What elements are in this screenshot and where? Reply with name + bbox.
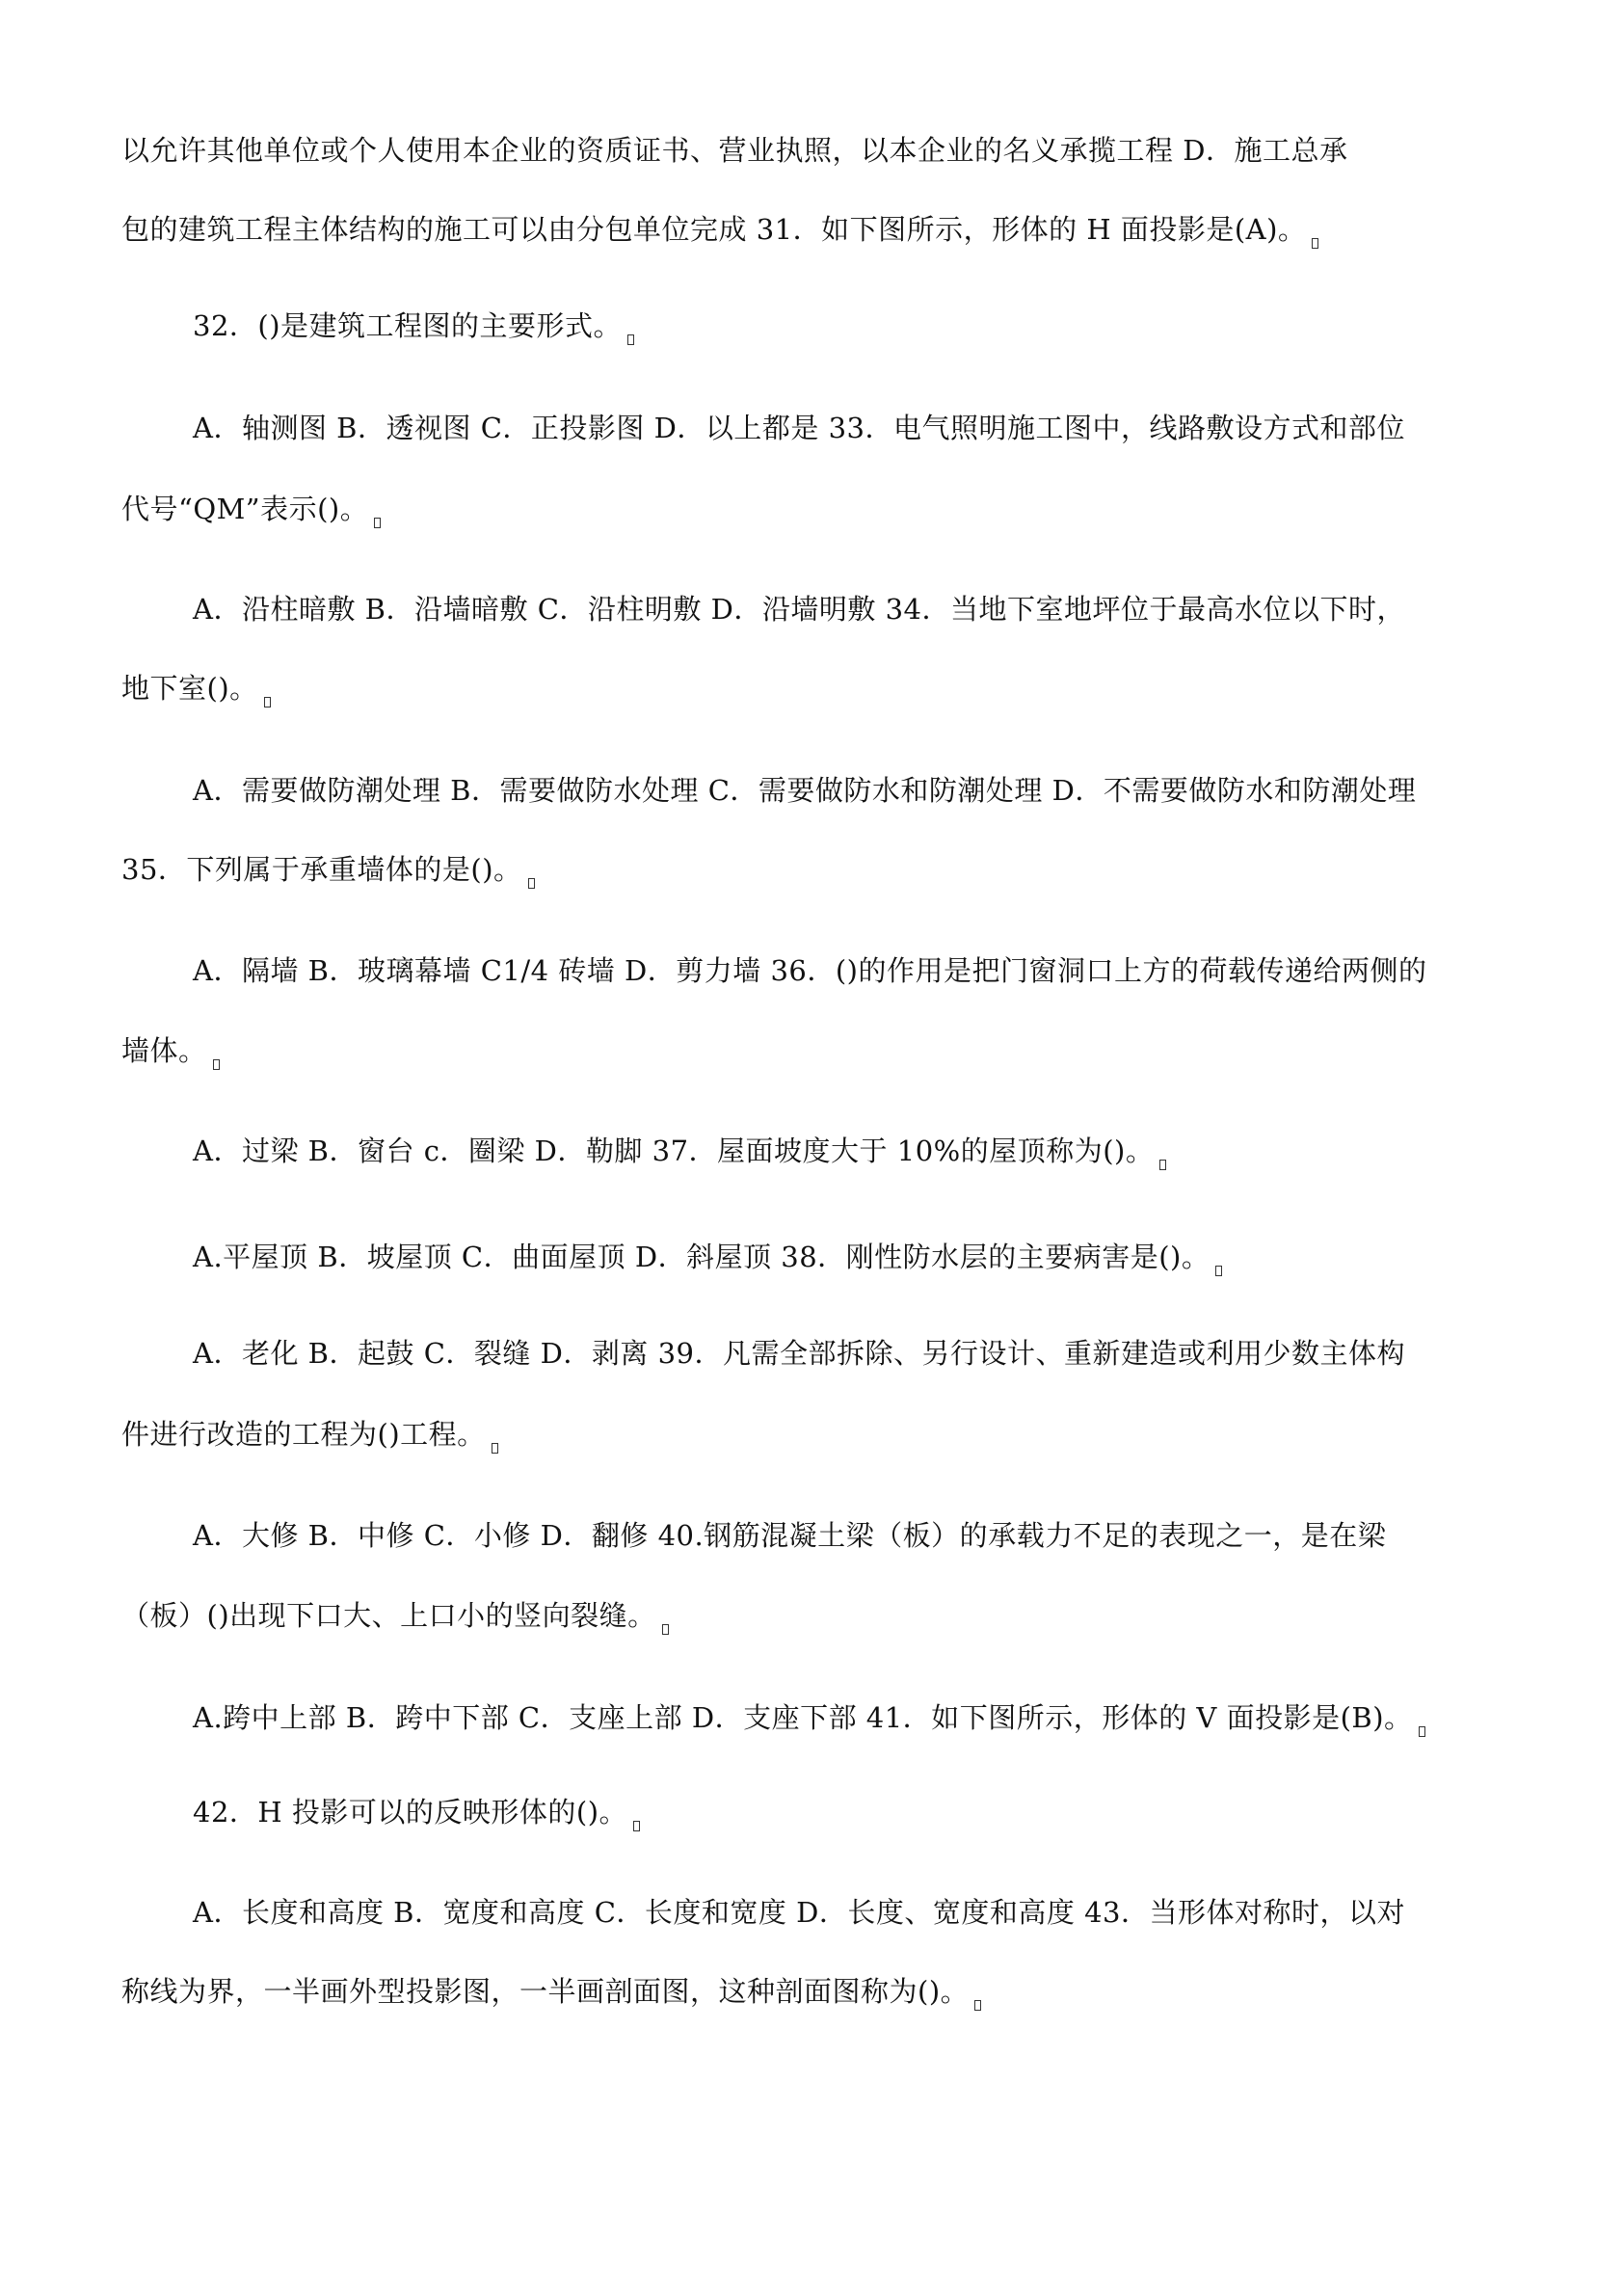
text-line — [193, 409, 1405, 447]
text-line — [193, 1516, 1386, 1555]
line-text: 墙体。 — [121, 1034, 207, 1067]
text-line — [121, 1972, 981, 2011]
text-line — [193, 590, 1405, 628]
line-text: 件进行改造的工程为()工程。 — [121, 1418, 486, 1451]
line-text: A.跨中上部 B．跨中下部 C．支座上部 D．支座下部 41．如下图所示，形体的 V 面投影是(B)。 — [193, 1701, 1413, 1734]
text-line — [121, 210, 1318, 249]
text-line — [193, 1238, 1222, 1276]
text-line — [121, 131, 1347, 170]
line-text: 称线为界，一半画外型投影图，一半画剖面图，这种剖面图称为()。 — [121, 1975, 970, 2008]
line-text: （板）()出现下口大、上口小的竖向裂缝。 — [121, 1599, 656, 1632]
missing-glyph-icon — [492, 1443, 498, 1454]
text-line — [121, 1031, 220, 1070]
line-text: A．大修 B．中修 C．小修 D．翻修 40.钢筋混凝土梁（板）的承载力不足的表现之一，是在梁 — [193, 1519, 1387, 1552]
line-text: A．轴测图 B．透视图 C．正投影图 D．以上都是 33．电气照明施工图中，线路敷设方式和部位 — [193, 412, 1405, 444]
line-text: 35．下列属于承重墙体的是()。 — [121, 853, 522, 886]
missing-glyph-icon — [264, 697, 271, 707]
line-text: 包的建筑工程主体结构的施工可以由分包单位完成 31．如下图所示，形体的 H 面投影是(A)。 — [121, 213, 1307, 246]
missing-glyph-icon — [1419, 1726, 1425, 1737]
text-line — [121, 1415, 498, 1454]
line-text: 代号“QM”表示()。 — [121, 493, 369, 525]
line-text: 地下室()。 — [121, 672, 258, 705]
line-text: A．过梁 B．窗台 c．圈梁 D．勒脚 37．屋面坡度大于 10%的屋顶称为()。 — [193, 1135, 1155, 1167]
text-line — [193, 951, 1427, 990]
line-text: 以允许其他单位或个人使用本企业的资质证书、营业执照，以本企业的名义承揽工程 D．施工总承 — [121, 134, 1348, 167]
text-line — [193, 1793, 640, 1831]
line-text: 42．H 投影可以的反映形体的()。 — [193, 1796, 628, 1829]
text-line — [193, 1698, 1425, 1737]
missing-glyph-icon — [213, 1059, 220, 1070]
text-line — [193, 307, 634, 345]
line-text: A．长度和高度 B．宽度和高度 C．长度和宽度 D．长度、宽度和高度 43．当形体对称时，以对 — [193, 1896, 1405, 1929]
line-text: A．沿柱暗敷 B．沿墙暗敷 C．沿柱明敷 D．沿墙明敷 34．当地下室地坪位于最高水位以下时， — [193, 593, 1405, 626]
missing-glyph-icon — [633, 1821, 640, 1831]
missing-glyph-icon — [374, 518, 381, 528]
line-text: A．隔墙 B．玻璃幕墙 C1/4 砖墙 D．剪力墙 36．()的作用是把门窗洞口上方的荷载传递给两侧的 — [193, 954, 1427, 987]
text-line — [193, 771, 1416, 810]
missing-glyph-icon — [627, 334, 634, 345]
missing-glyph-icon — [974, 2000, 981, 2011]
text-line — [121, 669, 271, 707]
line-text: 32．()是建筑工程图的主要形式。 — [193, 309, 623, 342]
text-line — [193, 1334, 1405, 1373]
missing-glyph-icon — [1312, 238, 1318, 249]
missing-glyph-icon — [662, 1624, 669, 1635]
text-line — [193, 1893, 1405, 1932]
text-line — [121, 490, 381, 528]
missing-glyph-icon — [528, 878, 535, 889]
text-line — [193, 1132, 1166, 1170]
line-text: A．需要做防潮处理 B．需要做防水处理 C．需要做防水和防潮处理 D．不需要做防水和防潮处理 — [193, 774, 1417, 807]
text-line — [121, 850, 535, 889]
text-line — [121, 1596, 669, 1635]
missing-glyph-icon — [1159, 1160, 1166, 1170]
line-text: A.平屋顶 B．坡屋顶 C．曲面屋顶 D．斜屋顶 38．刚性防水层的主要病害是()。 — [193, 1241, 1211, 1273]
missing-glyph-icon — [1215, 1266, 1222, 1276]
line-text: A．老化 B．起鼓 C．裂缝 D．剥离 39．凡需全部拆除、另行设计、重新建造或利用少数主体构 — [193, 1337, 1405, 1370]
